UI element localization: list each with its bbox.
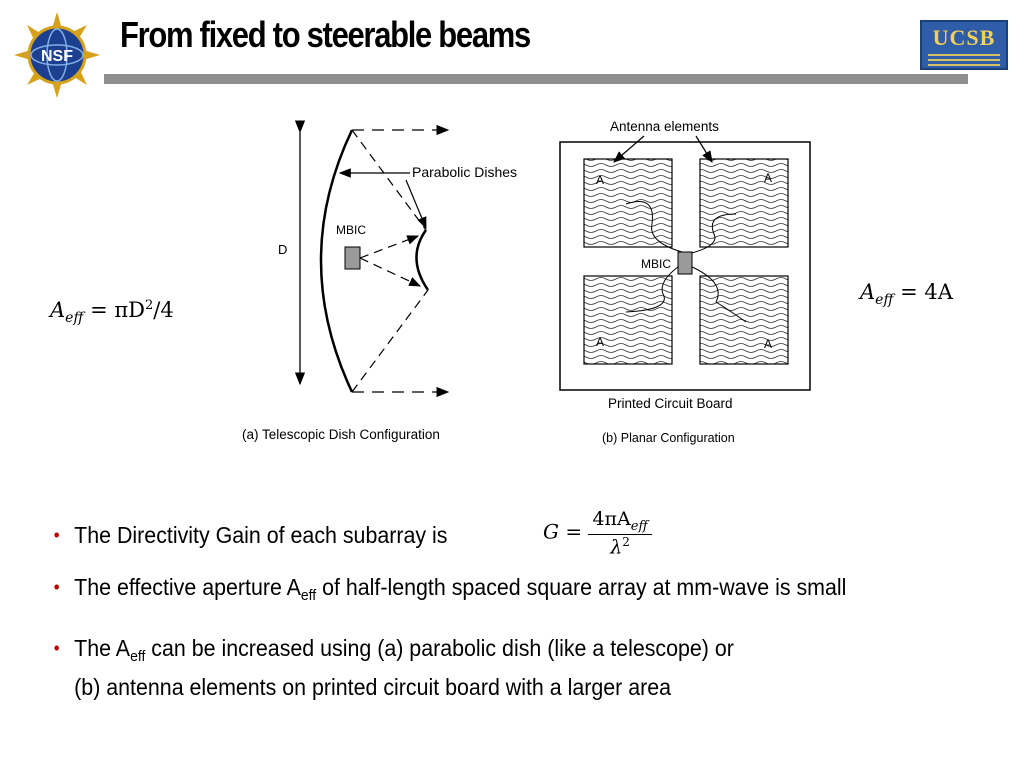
planar-configuration-diagram [556,114,818,450]
aperture-equation-dish: $A_{eff} = \pi D^2/4$ [50,298,174,327]
bullet-dot: • [53,525,60,545]
label-antenna-elements: Antenna elements [610,119,719,134]
element-label: A [596,173,605,187]
ucsb-logo [920,20,1008,70]
label-d: D [278,242,288,257]
title-rule [104,74,968,84]
bullet-dot: • [53,577,60,597]
bullet-dot: • [53,638,60,658]
caption-a: (a) Telescopic Dish Configuration [242,427,440,442]
slide-title: From fixed to steerable beams [120,14,530,55]
mbic-chip [345,247,360,269]
element-label: A [764,171,773,185]
mbic-chip [678,252,692,274]
bullet-item: • The effective aperture $A_{eff}$ of half-length spaced square array at mm-wave is small [53,574,847,604]
bullet-list [50,520,952,724]
gain-equation: G = $\frac{4\pi A_{eff}}{\lambda^2}$ [543,508,652,558]
nsf-logo [14,12,100,98]
element-label: A [764,337,773,351]
caption-b: (b) Planar Configuration [602,431,735,445]
label-mbic-b: MBIC [641,257,671,271]
telescopic-dish-diagram [230,110,550,450]
bullet-item: • The $A_{eff}$ can be increased using (a) parabolic dish (like a telescope) or (b) antenna elements on printed circuit board with a larger area [53,635,734,700]
bullet-item: • The Directivity Gain of each subarray is [53,522,448,548]
aperture-equation-planar: $A_{eff} = 4A$ [860,280,953,309]
label-printed-circuit-board: Printed Circuit Board [608,396,733,411]
nsf-logo-text: NSF [41,48,73,65]
ucsb-logo-text: UCSB [932,25,996,50]
secondary-dish [416,230,428,290]
element-label: A [596,335,605,349]
label-mbic-a: MBIC [336,223,366,237]
antenna-element [584,276,672,364]
antenna-element [700,159,788,247]
label-parabolic-dishes: Parabolic Dishes [412,164,518,180]
